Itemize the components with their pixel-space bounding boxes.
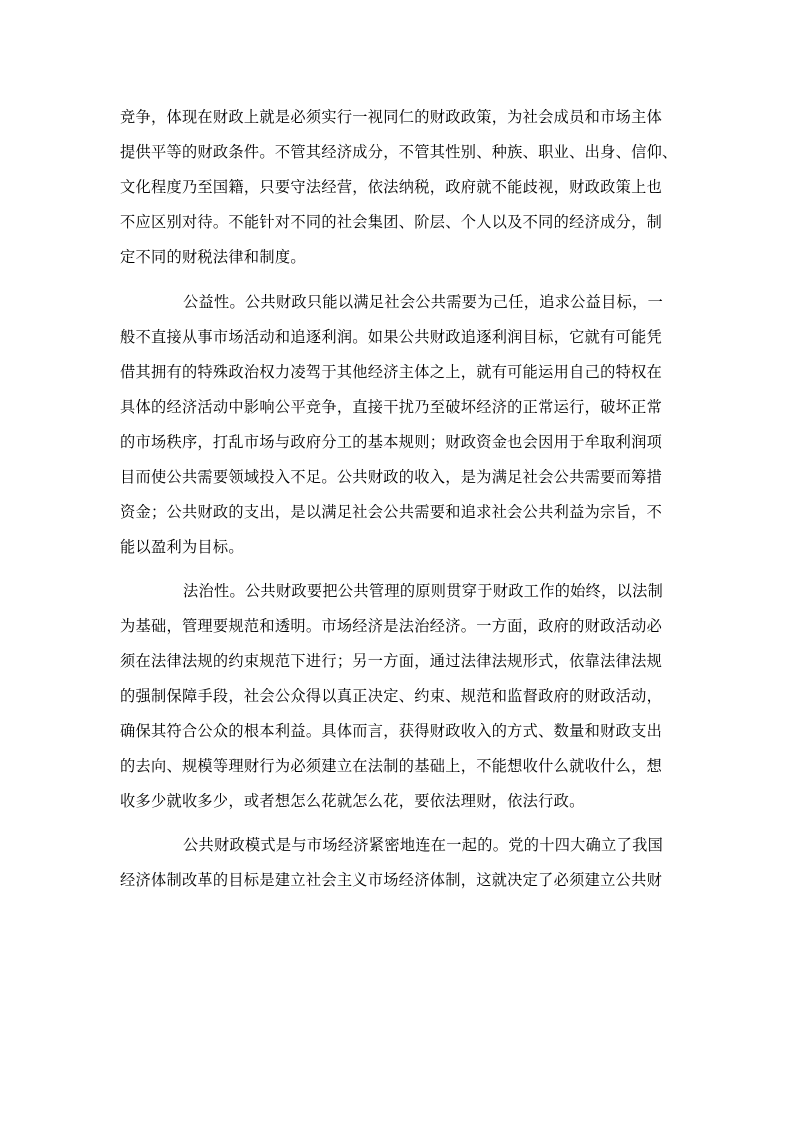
paragraph-line: 收多少就收多少，或者想怎么花就怎么花，要依法理财，依法行政。 [120, 792, 585, 810]
paragraph-line: 的市场秩序，打乱市场与政府分工的基本规则；财政资金也会因用于牟取利润项 [120, 433, 663, 451]
paragraph-line: 为基础，管理要规范和透明。市场经济是法治经济。一方面，政府的财政活动必 [120, 617, 663, 635]
paragraph-line: 的去向、规模等理财行为必须建立在法制的基础上，不能想收什么就收什么，想 [120, 757, 663, 775]
paragraph-line: 法治性。公共财政要把公共管理的原则贯穿于财政工作的始终，以法制 [183, 582, 664, 600]
paragraph-line: 须在法律法规的约束规范下进行；另一方面，通过法律法规形式，依靠法律法规 [120, 652, 663, 670]
paragraph-line: 公共财政模式是与市场经济紧密地连在一起的。党的十四大确立了我国 [183, 836, 664, 854]
paragraph-line: 能以盈利为目标。 [120, 538, 244, 556]
paragraph-line: 定不同的财税法律和制度。 [120, 248, 306, 266]
paragraph-line: 目而使公共需要领域投入不足。公共财政的收入，是为满足社会公共需要而筹措 [120, 468, 663, 486]
paragraph-line: 竞争，体现在财政上就是必须实行一视同仁的财政政策，为社会成员和市场主体 [120, 108, 663, 126]
paragraph-line: 公益性。公共财政只能以满足社会公共需要为己任，追求公益目标，一 [183, 293, 664, 311]
paragraph-line: 不应区别对待。不能针对不同的社会集团、阶层、个人以及不同的经济成分，制 [120, 213, 663, 231]
paragraph-line: 文化程度乃至国籍，只要守法经营，依法纳税，政府就不能歧视，财政政策上也 [120, 178, 663, 196]
paragraph-line: 确保其符合公众的根本利益。具体而言，获得财政收入的方式、数量和财政支出 [120, 722, 663, 740]
paragraph-line: 具体的经济活动中影响公平竞争，直接干扰乃至破坏经济的正常运行，破坏正常 [120, 398, 663, 416]
paragraph-line: 经济体制改革的目标是建立社会主义市场经济体制，这就决定了必须建立公共财 [120, 871, 663, 889]
paragraph-line: 借其拥有的特殊政治权力凌驾于其他经济主体之上，就有可能运用自己的特权在 [120, 363, 663, 381]
paragraph-line: 的强制保障手段，社会公众得以真正决定、约束、规范和监督政府的财政活动， [120, 687, 663, 705]
paragraph-line: 般不直接从事市场活动和追逐利润。如果公共财政追逐利润目标，它就有可能凭 [120, 328, 663, 346]
paragraph-line: 资金；公共财政的支出，是以满足社会公共需要和追求社会公共利益为宗旨，不 [120, 503, 663, 521]
paragraph-line: 提供平等的财政条件。不管其经济成分，不管其性别、种族、职业、出身、信仰、 [120, 143, 678, 161]
